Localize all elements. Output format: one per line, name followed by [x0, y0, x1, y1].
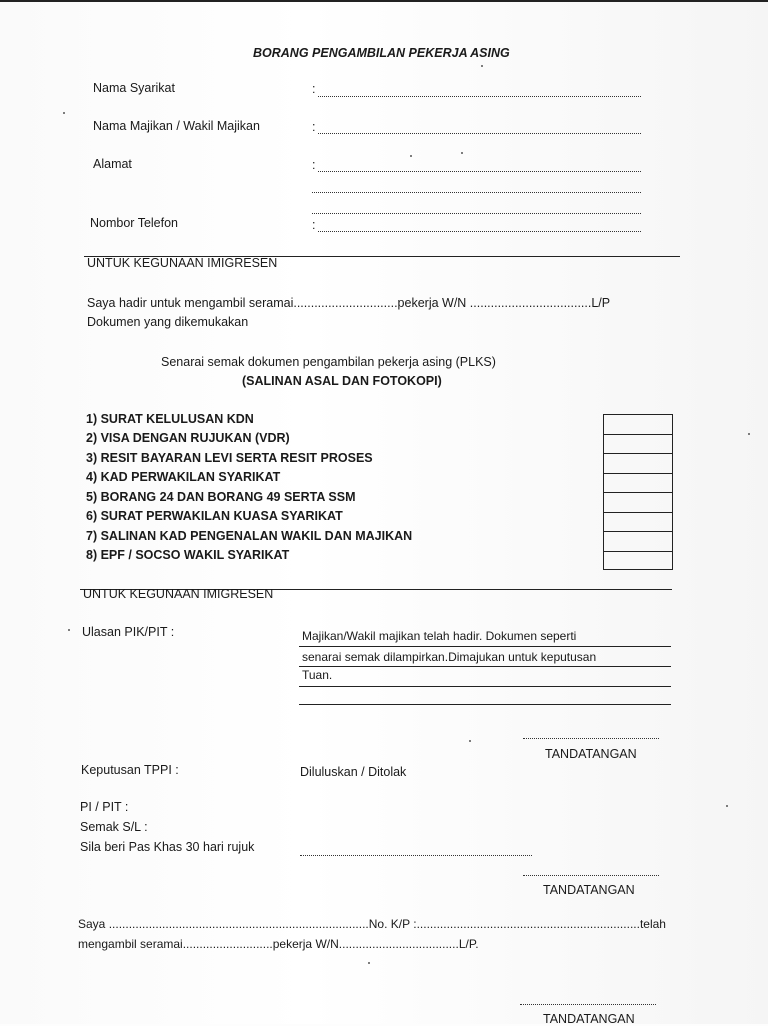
employer-line[interactable]	[318, 133, 641, 134]
declaration-took: mengambil seramai	[78, 937, 183, 951]
special-pass-line[interactable]	[300, 855, 532, 856]
declaration-lp: L/P.	[458, 937, 479, 951]
declaration-name-blank[interactable]: ..............................................................................	[108, 917, 369, 931]
declaration-count-blank[interactable]: ...........................	[182, 937, 273, 951]
documents-submitted-label: Dokumen yang dikemukakan	[87, 315, 249, 329]
address-line-2[interactable]	[312, 192, 641, 193]
employer-label: Nama Majikan / Wakil Majikan	[93, 119, 260, 133]
declaration-kp-blank[interactable]: ...................................................................	[416, 917, 640, 931]
signature-label-1: TANDATANGAN	[545, 747, 637, 761]
check-sl-label: Semak S/L :	[80, 820, 148, 834]
declaration-wn-blank[interactable]: ....................................	[338, 937, 459, 951]
remarks-rule	[299, 646, 671, 647]
phone-label: Nombor Telefon	[90, 216, 179, 230]
signature-line-2[interactable]	[523, 875, 659, 876]
tppi-decision-options: Diluluskan / Ditolak	[300, 765, 407, 779]
immigration-use-heading: UNTUK KEGUNAAN IMIGRESEN	[87, 256, 278, 270]
checkbox-divider	[604, 551, 672, 552]
colon: :	[312, 218, 316, 232]
scan-speck	[748, 433, 750, 435]
declaration-telah: telah	[639, 917, 666, 931]
remarks-line-1: Majikan/Wakil majikan telah hadir. Dokumen seperti	[302, 629, 577, 643]
signature-line-3[interactable]	[520, 1004, 656, 1005]
checklist-item-2: 2) VISA DENGAN RUJUKAN (VDR)	[86, 431, 290, 445]
signature-label-2: TANDATANGAN	[543, 883, 635, 897]
scan-speck	[368, 962, 370, 964]
phone-line[interactable]	[318, 231, 641, 232]
checklist-item-7: 7) SALINAN KAD PENGENALAN WAKIL DAN MAJIKAN	[86, 529, 413, 543]
form-title: BORANG PENGAMBILAN PEKERJA ASING	[253, 46, 510, 60]
declaration-saya: Saya	[78, 917, 109, 931]
checklist-item-1: 1) SURAT KELULUSAN KDN	[86, 412, 254, 426]
address-line-3[interactable]	[312, 213, 641, 214]
scan-speck	[481, 65, 483, 67]
checkbox-divider	[604, 434, 672, 435]
remarks-rule	[299, 704, 671, 705]
company-name-line[interactable]	[318, 96, 641, 97]
scan-speck	[469, 740, 471, 742]
signature-line-1[interactable]	[523, 738, 659, 739]
attendance-statement	[87, 296, 610, 310]
remarks-rule	[299, 666, 671, 667]
checklist-subtitle: (SALINAN ASAL DAN FOTOKOPI)	[242, 374, 442, 388]
checklist-item-8: 8) EPF / SOCSO WAKIL SYARIKAT	[86, 548, 290, 562]
attendance-blank-1[interactable]: ..............................	[293, 296, 398, 310]
checkbox-divider	[604, 531, 672, 532]
attendance-middle: pekerja W/N	[397, 296, 470, 310]
attendance-prefix: Saya hadir untuk mengambil seramai	[87, 296, 294, 310]
company-name-label: Nama Syarikat	[93, 81, 175, 95]
pi-pit-label: PI / PIT :	[80, 800, 129, 814]
immigration-use-heading-2: UNTUK KEGUNAAN IMIGRESEN	[83, 587, 274, 601]
checkbox-divider	[604, 512, 672, 513]
scan-speck	[461, 152, 463, 154]
colon: :	[312, 158, 316, 172]
tppi-decision-label: Keputusan TPPI :	[81, 763, 179, 777]
checkbox-divider	[604, 453, 672, 454]
attendance-blank-2[interactable]: ...................................	[469, 296, 592, 310]
page-edge	[0, 0, 768, 2]
scan-speck	[63, 112, 65, 114]
declaration-no-kp: No. K/P :	[368, 917, 417, 931]
remarks-label: Ulasan PIK/PIT :	[82, 625, 175, 639]
checklist-title: Senarai semak dokumen pengambilan pekerja asing (PLKS)	[161, 355, 496, 369]
address-label: Alamat	[93, 157, 132, 171]
declaration-line-1	[78, 917, 666, 931]
checklist-item-6: 6) SURAT PERWAKILAN KUASA SYARIKAT	[86, 509, 343, 523]
checklist-item-4: 4) KAD PERWAKILAN SYARIKAT	[86, 470, 281, 484]
remarks-line-2: senarai semak dilampirkan.Dimajukan untuk keputusan	[302, 650, 597, 664]
scan-speck	[726, 805, 728, 807]
remarks-line-3: Tuan.	[302, 668, 333, 682]
checklist-item-5: 5) BORANG 24 DAN BORANG 49 SERTA SSM	[86, 490, 356, 504]
special-pass-label: Sila beri Pas Khas 30 hari rujuk	[80, 840, 255, 854]
declaration-line-2	[78, 937, 479, 951]
scan-speck	[410, 155, 412, 157]
declaration-workers: pekerja W/N	[272, 937, 339, 951]
remarks-rule	[299, 686, 671, 687]
checkbox-divider	[604, 492, 672, 493]
checkbox-divider	[604, 473, 672, 474]
colon: :	[312, 82, 316, 96]
checklist-item-3: 3) RESIT BAYARAN LEVI SERTA RESIT PROSES	[86, 451, 373, 465]
checkbox-column	[603, 414, 673, 570]
scan-speck	[68, 629, 70, 631]
colon: :	[312, 120, 316, 134]
signature-label-3: TANDATANGAN	[543, 1012, 635, 1026]
address-line-1[interactable]	[318, 171, 641, 172]
attendance-suffix: L/P	[591, 296, 611, 310]
